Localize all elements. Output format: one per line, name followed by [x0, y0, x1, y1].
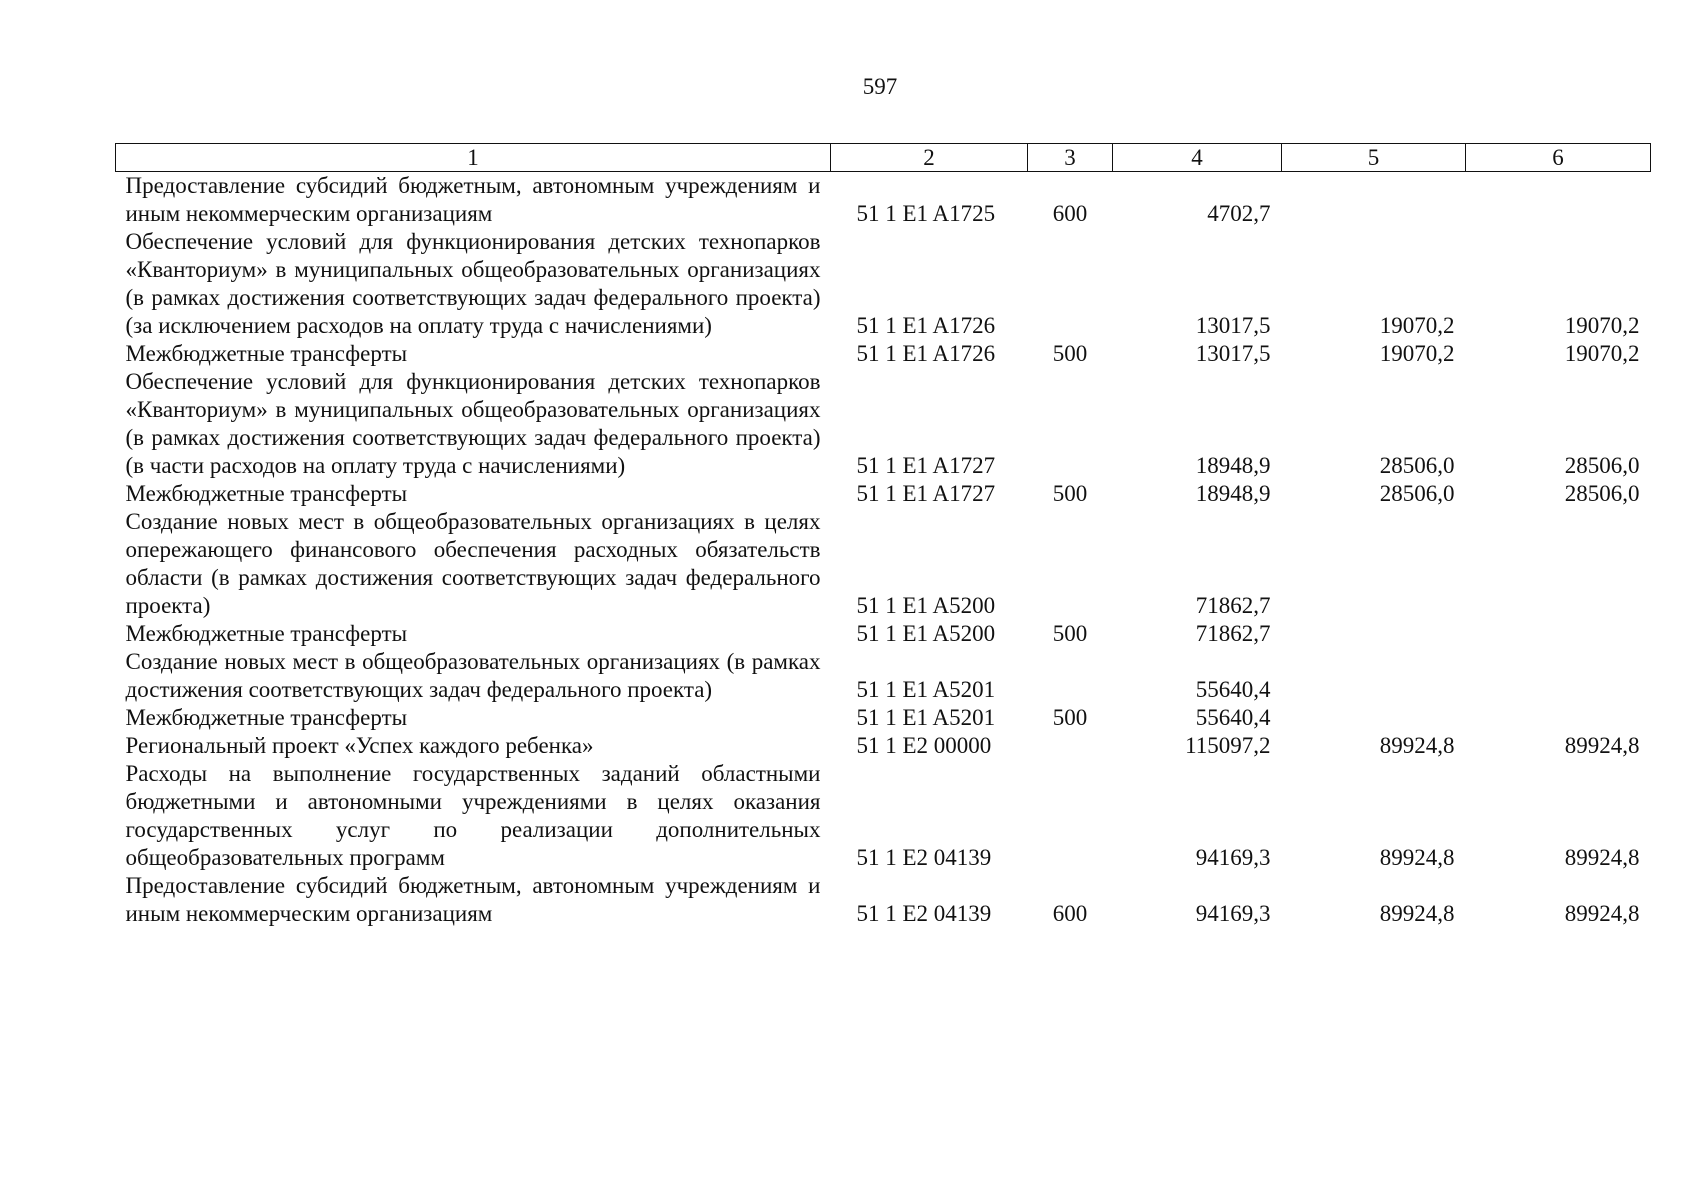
- row-value-col4: 55640,4: [1195, 677, 1271, 702]
- row-expense-type: 500: [1052, 341, 1088, 366]
- row-value-col6: 19070,2: [1564, 341, 1640, 366]
- row-expense-type: [1028, 228, 1113, 340]
- row-value-col5: [1282, 620, 1466, 648]
- row-value-col5: 28506,0: [1379, 481, 1455, 506]
- table-row: [116, 732, 1651, 760]
- row-value-col6: 19070,2: [1564, 313, 1640, 338]
- row-name: Обеспечение условий для функционирования детских технопарков «Кванториум» в муниципальных общеобразовательных организациях (в рамках достижения соответствующих задач федерального проекта) (в части расходов на оплату труда с начислениями): [125, 369, 821, 478]
- row-value-col5: 89924,8: [1379, 901, 1455, 926]
- row-value-col5: 89924,8: [1379, 733, 1455, 758]
- table-row: [116, 620, 1651, 648]
- row-value-col6: 28506,0: [1564, 453, 1640, 478]
- row-name: Создание новых мест в общеобразовательных организациях (в рамках достижения соответствующих задач федерального проекта): [125, 649, 821, 702]
- table-row: [116, 872, 1651, 928]
- row-expense-type: 500: [1052, 705, 1088, 730]
- row-expense-type: [1028, 508, 1113, 620]
- row-expense-type: 600: [1052, 901, 1088, 926]
- row-value-col6: [1466, 648, 1651, 704]
- row-expense-type: 500: [1052, 481, 1088, 506]
- table-header: [116, 144, 1651, 172]
- row-code: 51 1 E2 00000: [856, 733, 992, 758]
- column-header-1: 1: [116, 144, 831, 172]
- table-row: [116, 172, 1651, 229]
- row-value-col4: 71862,7: [1195, 593, 1271, 618]
- row-expense-type: 600: [1052, 201, 1088, 226]
- table-row: [116, 228, 1651, 340]
- row-code: 51 1 E1 A1727: [856, 481, 996, 506]
- row-value-col5: 19070,2: [1379, 313, 1455, 338]
- row-code: 51 1 E1 A5201: [856, 677, 996, 702]
- row-code: 51 1 E1 A5201: [856, 705, 996, 730]
- column-header-2: 2: [831, 144, 1028, 172]
- column-header-6: 6: [1466, 144, 1651, 172]
- column-header-5: 5: [1282, 144, 1466, 172]
- row-value-col6: 89924,8: [1564, 733, 1640, 758]
- row-value-col6: [1466, 620, 1651, 648]
- budget-table: [115, 143, 1651, 928]
- row-value-col6: 89924,8: [1564, 901, 1640, 926]
- table-row: [116, 704, 1651, 732]
- table-row: [116, 648, 1651, 704]
- row-name: Расходы на выполнение государственных заданий областными бюджетными и автономными учреждениями в целях оказания государственных услуг по реализации дополнительных общеобразовательных программ: [125, 761, 821, 870]
- row-value-col4: 94169,3: [1195, 901, 1271, 926]
- row-value-col5: 28506,0: [1379, 453, 1455, 478]
- row-name: Создание новых мест в общеобразовательных организациях в целях опережающего финансового обеспечения расходных обязательств области (в рамках достижения соответствующих задач федерального проекта): [125, 509, 821, 618]
- row-value-col5: 19070,2: [1379, 341, 1455, 366]
- table-row: [116, 508, 1651, 620]
- row-name: Межбюджетные трансферты: [125, 621, 408, 646]
- row-value-col6: [1466, 172, 1651, 229]
- row-value-col5: [1282, 704, 1466, 732]
- row-value-col6: [1466, 508, 1651, 620]
- row-expense-type: [1028, 760, 1113, 872]
- row-code: 51 1 E2 04139: [856, 845, 992, 870]
- row-expense-type: [1028, 732, 1113, 760]
- row-value-col4: 94169,3: [1195, 845, 1271, 870]
- row-value-col6: 89924,8: [1564, 845, 1640, 870]
- row-value-col4: 115097,2: [1185, 733, 1271, 758]
- table-row: [116, 480, 1651, 508]
- row-expense-type: 500: [1052, 621, 1088, 646]
- row-value-col4: 18948,9: [1195, 453, 1271, 478]
- row-value-col4: 18948,9: [1195, 481, 1271, 506]
- row-value-col4: 13017,5: [1195, 313, 1271, 338]
- row-value-col6: 28506,0: [1564, 481, 1640, 506]
- row-name: Межбюджетные трансферты: [125, 705, 408, 730]
- row-name: Предоставление субсидий бюджетным, автономным учреждениям и иным некоммерческим организациям: [125, 173, 821, 226]
- row-value-col4: 4702,7: [1207, 201, 1271, 226]
- row-value-col5: [1282, 648, 1466, 704]
- row-code: 51 1 E2 04139: [856, 901, 992, 926]
- row-code: 51 1 E1 A1725: [856, 201, 996, 226]
- header-row: [116, 144, 1651, 172]
- row-name: Обеспечение условий для функционирования детских технопарков «Кванториум» в муниципальных общеобразовательных организациях (в рамках достижения соответствующих задач федерального проекта) (за исключением расходов на оплату труда с начислениями): [125, 229, 821, 338]
- row-name: Межбюджетные трансферты: [125, 341, 408, 366]
- row-name: Региональный проект «Успех каждого ребенка»: [125, 733, 594, 758]
- row-code: 51 1 E1 A1726: [856, 341, 996, 366]
- row-name: Предоставление субсидий бюджетным, автономным учреждениям и иным некоммерческим организациям: [125, 873, 821, 926]
- column-header-3: 3: [1028, 144, 1113, 172]
- row-value-col5: [1282, 508, 1466, 620]
- row-value-col4: 71862,7: [1195, 621, 1271, 646]
- row-code: 51 1 E1 A5200: [856, 621, 996, 646]
- table-row: [116, 340, 1651, 368]
- column-header-4: 4: [1113, 144, 1282, 172]
- table-row: [116, 760, 1651, 872]
- row-value-col4: 55640,4: [1195, 705, 1271, 730]
- row-expense-type: [1028, 648, 1113, 704]
- row-value-col5: [1282, 172, 1466, 229]
- row-code: 51 1 E1 A1726: [856, 313, 996, 338]
- row-name: Межбюджетные трансферты: [125, 481, 408, 506]
- table-body: [116, 172, 1651, 929]
- row-value-col4: 13017,5: [1195, 341, 1271, 366]
- row-code: 51 1 E1 A5200: [856, 593, 996, 618]
- row-code: 51 1 E1 A1727: [856, 453, 996, 478]
- row-value-col6: [1466, 704, 1651, 732]
- page-number: 597: [862, 74, 898, 99]
- table-row: [116, 368, 1651, 480]
- row-value-col5: 89924,8: [1379, 845, 1455, 870]
- row-expense-type: [1028, 368, 1113, 480]
